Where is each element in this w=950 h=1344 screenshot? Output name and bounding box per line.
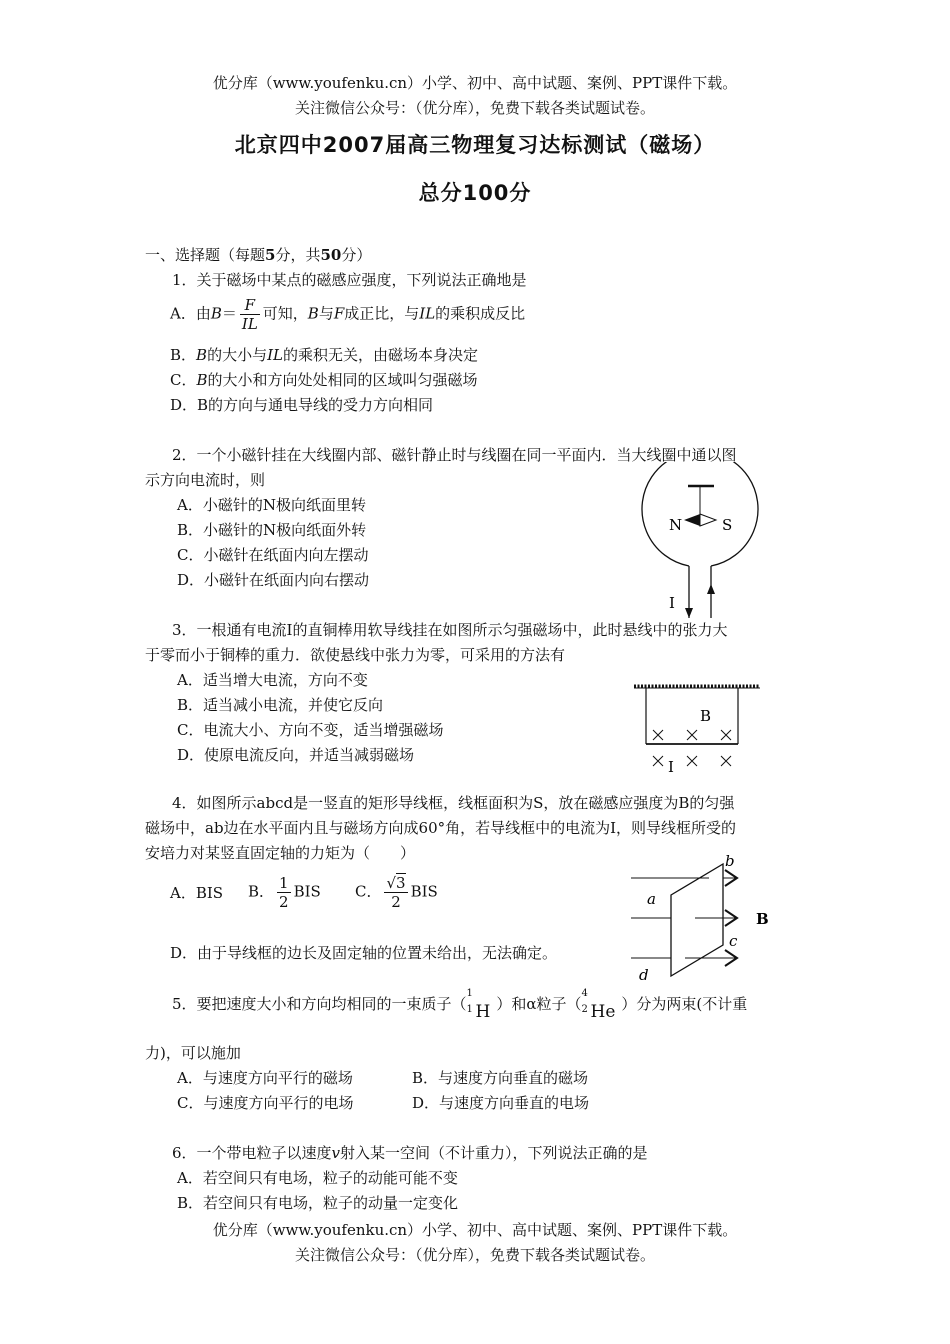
- q6-stem: [172, 1144, 648, 1162]
- q3-cross-2: [687, 730, 697, 740]
- q1-a-post7: 的乘积成反比: [435, 304, 526, 323]
- footer-line-2: 关注微信公众号：（优分库），免费下载各类试题试卷。: [294, 1246, 655, 1264]
- q3-figure-field: [630, 678, 770, 778]
- q6-option-a: A．若空间只有电场，粒子的动能可能不变: [177, 1169, 458, 1187]
- q4-c-pre: C．: [355, 882, 382, 901]
- section-heading: [145, 246, 371, 264]
- q1-a-post5: 成正比，与: [344, 304, 420, 323]
- q5-proton-charge: 1: [466, 1004, 473, 1015]
- q5-stem-pre: 5．要把速度大小和方向均相同的一束质子（: [172, 995, 467, 1013]
- q1-a-fraction: [240, 296, 260, 333]
- q1-option-d: D．B的方向与通电导线的受力方向相同: [170, 396, 434, 414]
- q1-option-b: [170, 346, 478, 364]
- q6-stem-v: v: [331, 1144, 341, 1162]
- q4-b-post: BIS: [293, 882, 321, 901]
- q4-label-field-b: B: [756, 910, 769, 928]
- q3-option-b: B．适当减小电流，并使它反向: [177, 696, 384, 714]
- q4-label-a-corner: a: [647, 890, 656, 908]
- header-line-2: 关注微信公众号：（优分库），免费下载各类试题试卷。: [294, 99, 655, 117]
- q1-a-post2: B: [307, 304, 319, 323]
- q4-c-radicand: 3: [396, 874, 406, 892]
- q4-stem-line-1: 4．如图所示abcd是一竖直的矩形导线框，线框面积为S，放在磁感应强度为B的匀强: [172, 794, 735, 812]
- q2-option-a: A．小磁针的N极向纸面里转: [177, 496, 366, 514]
- q4-option-a: A．BIS: [170, 884, 224, 902]
- q2-option-d: D．小磁针在纸面内向右摆动: [177, 571, 370, 589]
- q3-field-crosses: [653, 730, 731, 766]
- q1-stem: 1．关于磁场中某点的磁感应强度，下列说法正确地是: [172, 271, 527, 289]
- section-heading-pre: 一、选择题（每题: [145, 246, 266, 264]
- q3-option-c: C．电流大小、方向不变，适当增强磁场: [177, 721, 444, 739]
- q4-field-lines: [631, 870, 737, 966]
- q5-alpha-symbol: [581, 988, 616, 1022]
- q2-arrow-up: [707, 584, 715, 594]
- q2-option-b: B．小磁针的N极向纸面外转: [177, 521, 367, 539]
- q1-a-post1: 可知，: [262, 304, 308, 323]
- q5-alpha-charge: 2: [581, 1004, 588, 1015]
- q5-alpha-letter: He: [590, 1002, 616, 1022]
- q2-option-c: C．小磁针在纸面内向左摆动: [177, 546, 369, 564]
- q3-cross-6: [721, 756, 731, 766]
- q6-stem-post: 射入某一空间（不计重力），下列说法正确的是: [340, 1144, 648, 1162]
- q3-option-d: D．使原电流反向，并适当减弱磁场: [177, 746, 415, 764]
- q1-b-post: 的乘积无关，由磁场本身决定: [282, 346, 478, 364]
- footer-line-1: 优分库（www.youfenku.cn）小学、初中、高中试题、案例、PPT课件下载。: [212, 1221, 738, 1239]
- q1-a-numerator: F: [240, 296, 260, 315]
- q5-alpha-mass: 4: [581, 988, 588, 999]
- q1-b-mid: 的大小与: [207, 346, 268, 364]
- q5-stem-line-1: [172, 988, 748, 1022]
- q5-option-a: A．与速度方向平行的磁场: [177, 1069, 353, 1087]
- section-heading-post: 分）: [341, 246, 372, 264]
- q3-label-b: B: [700, 707, 712, 725]
- q6-stem-pre: 6．一个带电粒子以速度: [172, 1144, 332, 1162]
- q1-a-B: B: [210, 304, 222, 323]
- q2-figure-coil: [640, 462, 770, 622]
- q3-cross-5: [687, 756, 697, 766]
- q5-option-b: B．与速度方向垂直的磁场: [412, 1069, 589, 1087]
- q4-b-numerator: 1: [279, 874, 289, 892]
- q1-option-c: [170, 371, 478, 389]
- q2-label-s: S: [722, 516, 733, 534]
- q1-a-eq: ＝: [221, 304, 237, 323]
- q4-stem-line-3: 安培力对某竖直固定轴的力矩为（ ）: [145, 844, 416, 862]
- header-line-1: 优分库（www.youfenku.cn）小学、初中、高中试题、案例、PPT课件下载。: [212, 74, 738, 92]
- q4-c-post: BIS: [410, 882, 438, 901]
- section-points-total: 50: [320, 246, 342, 264]
- q5-proton-symbol: [466, 988, 491, 1022]
- q4-stem-line-2: 磁场中，ab边在水平面内且与磁场方向成60°角，若导线框中的电流为I，则导线框所受的: [145, 819, 737, 837]
- q1-b-pre: B．: [170, 346, 197, 364]
- section-heading-mid: 分，共: [275, 246, 321, 264]
- q1-a-post3: 与: [318, 304, 334, 323]
- q5-stem-mid: ）和α粒子（: [496, 995, 582, 1013]
- q4-c-numerator: √3: [386, 874, 406, 892]
- q1-a-pre: A．由: [170, 304, 211, 323]
- q1-b-B: B: [196, 346, 208, 364]
- q4-label-d-corner: d: [639, 966, 649, 984]
- q1-a-post4: F: [333, 304, 345, 323]
- section-points-each: 5: [265, 246, 276, 264]
- q4-option-b: [248, 874, 321, 911]
- q1-a-denominator: IL: [241, 315, 258, 333]
- q2-stem-line-2: 示方向电流时，则: [145, 471, 266, 489]
- q4-c-fraction: [384, 874, 407, 911]
- q4-figure-frame: [625, 850, 780, 985]
- q3-cross-4: [653, 756, 663, 766]
- q3-stem-line-2: 于零而小于铜棒的重力．欲使悬线中张力为零，可采用的方法有: [145, 646, 566, 664]
- q1-c-B: B: [196, 371, 208, 389]
- q5-proton-letter: H: [475, 1002, 491, 1022]
- q2-needle-north: [684, 514, 700, 526]
- q4-label-b-corner: b: [725, 852, 735, 870]
- q1-b-IL: IL: [267, 346, 283, 364]
- q2-arrow-down: [685, 608, 693, 618]
- q3-cross-1: [653, 730, 663, 740]
- q1-a-post6: IL: [419, 304, 436, 323]
- q5-stem-line-2: 力)，可以施加: [145, 1044, 241, 1062]
- q4-c-denominator: 2: [391, 893, 401, 911]
- q4-b-denominator: 2: [279, 893, 289, 911]
- q4-label-c-corner: c: [729, 932, 738, 950]
- q6-option-b: B．若空间只有电场，粒子的动量一定变化: [177, 1194, 459, 1212]
- q5-proton-mass: 1: [466, 988, 473, 999]
- q2-needle-south: [700, 514, 716, 526]
- q4-b-fraction: [277, 874, 291, 911]
- q3-stem-line-1: 3．一根通有电流I的直铜棒用软导线挂在如图所示匀强磁场中，此时悬线中的张力大: [172, 621, 728, 639]
- q3-label-i: I: [668, 758, 674, 776]
- q5-option-c: C．与速度方向平行的电场: [177, 1094, 354, 1112]
- q1-c-post: 的大小和方向处处相同的区域叫匀强磁场: [207, 371, 478, 389]
- q4-rect-frame: [671, 864, 723, 976]
- q2-stem-line-1: 2．一个小磁针挂在大线圈内部、磁针静止时与线圈在同一平面内．当大线圈中通以图: [172, 446, 737, 464]
- q5-stem-post: ）分为两束(不计重: [621, 995, 748, 1013]
- q5-option-d: D．与速度方向垂直的电场: [412, 1094, 590, 1112]
- q3-cross-3: [721, 730, 731, 740]
- q3-option-a: A．适当增大电流，方向不变: [177, 671, 368, 689]
- q1-option-a: [170, 296, 525, 333]
- q4-b-pre: B．: [248, 882, 275, 901]
- q4-option-c: [355, 874, 438, 911]
- q2-label-n: N: [669, 516, 683, 534]
- page-title: 北京四中2007届高三物理复习达标测试（磁场）: [234, 133, 716, 157]
- q1-c-pre: C．: [170, 371, 197, 389]
- q4-option-d: D．由于导线框的边长及固定轴的位置未给出，无法确定。: [170, 944, 558, 962]
- page-subtitle: 总分100分: [418, 181, 532, 205]
- q2-label-i: I: [669, 594, 675, 612]
